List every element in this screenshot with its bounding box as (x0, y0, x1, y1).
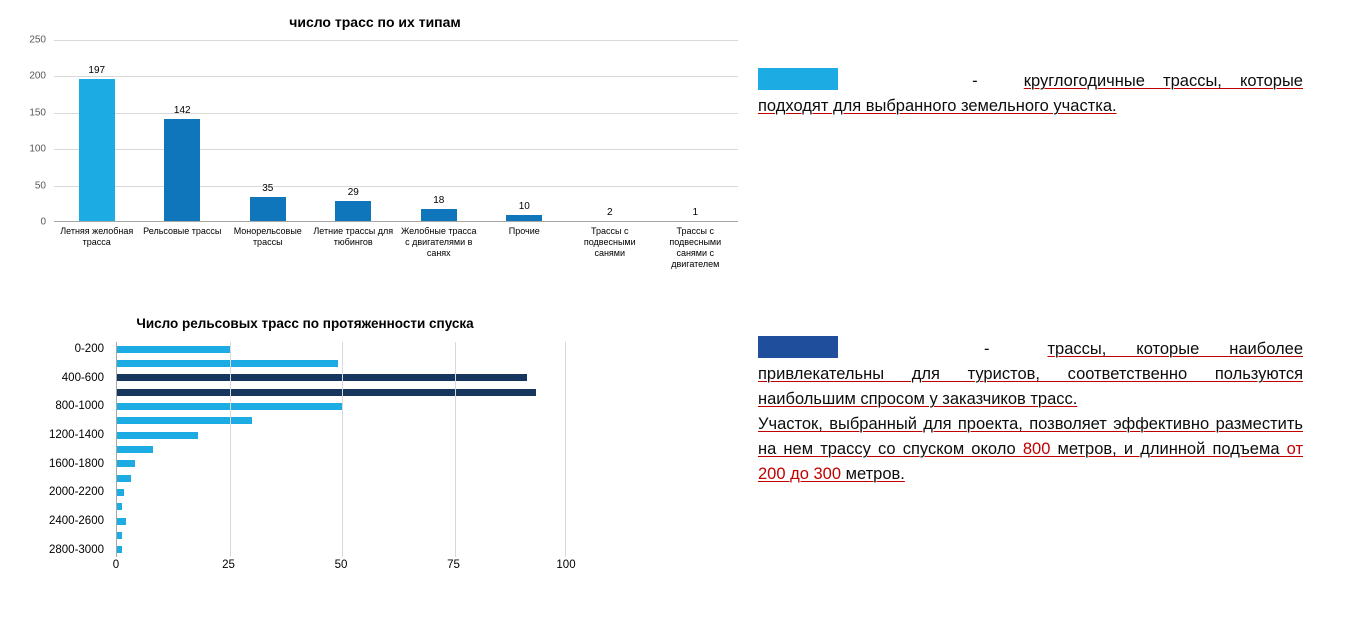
bar (117, 546, 122, 553)
bar-value-label: 35 (262, 182, 274, 194)
bar-row (117, 356, 565, 370)
bar (250, 197, 286, 222)
chart-rail-length (10, 316, 610, 606)
bar-column (653, 40, 739, 222)
y-axis-tick-label: 50 (34, 180, 46, 192)
legend-text-dark-number1: 800 (1022, 440, 1051, 458)
bar (117, 374, 527, 381)
bar-row (117, 471, 565, 485)
bar-column (396, 40, 482, 222)
x-axis-tick-label: 50 (334, 559, 348, 571)
bar (117, 503, 122, 510)
y-axis-category-label: 2800-3000 (49, 543, 104, 556)
bar-row (117, 485, 565, 499)
chart-trail-types-x-labels (54, 226, 738, 270)
bar-column (54, 40, 140, 222)
bar-row (117, 342, 565, 356)
legend-text-dark-line2-b: метров, и длинной подъема (1050, 440, 1287, 458)
bar-column (567, 40, 653, 222)
x-axis-tick-label: 25 (222, 559, 235, 571)
y-axis-tick-label: 100 (29, 143, 46, 155)
bar (79, 79, 115, 222)
bar-column (225, 40, 311, 222)
legend-dash-light: - (972, 72, 978, 90)
bar-row (117, 442, 565, 456)
y-axis-tick-label: 250 (29, 34, 46, 46)
legend-swatch-light-icon (758, 68, 838, 90)
bar-row (117, 457, 565, 471)
bar (117, 360, 338, 367)
bar (117, 532, 122, 539)
y-axis-spacer (10, 471, 110, 485)
legend-text-dark-line2-c: метров. (841, 465, 905, 483)
x-axis-category-label: Прочие (508, 226, 540, 236)
bar-row (117, 428, 565, 442)
y-axis-spacer (10, 414, 110, 428)
x-axis-tick-label: 100 (556, 559, 576, 571)
x-axis-tick-label: 0 (112, 559, 120, 571)
y-axis-category-label: 800-1000 (55, 400, 104, 413)
bar (117, 460, 135, 467)
gridline (455, 342, 456, 557)
bar (117, 489, 124, 496)
y-axis-category-label: 1600-1800 (49, 457, 104, 470)
bar-value-label: 2 (606, 206, 613, 218)
chart-trail-types (10, 14, 740, 284)
bar-value-label: 29 (347, 186, 359, 198)
bar-row (117, 514, 565, 528)
legend-text-light: круглогодичные трассы, которые подходят для выбранного земельного участка. (758, 72, 1303, 115)
x-axis-tick-label: 75 (447, 559, 460, 571)
bar-value-label: 10 (518, 200, 530, 212)
bar-column (311, 40, 397, 222)
y-axis-category-label: 2000-2200 (49, 486, 104, 499)
bar-row (117, 528, 565, 542)
legend-note-dark (758, 336, 1303, 487)
x-axis-category-label: Желобные трасса с двигателями в санях (400, 226, 477, 258)
legend-text-dark-line2-a: Участок, выбранный для проекта, позволяет эффективно разместить на нем трассу со спуском около (758, 415, 1303, 458)
bar-value-label: 1 (692, 207, 699, 219)
y-axis-category-label: 1200-1400 (49, 429, 104, 442)
bar (117, 417, 252, 424)
x-axis-category-label: Рельсовые трассы (143, 226, 222, 236)
bar (335, 201, 371, 222)
legend-swatch-dark-icon (758, 336, 838, 358)
bar-value-label: 18 (433, 194, 445, 206)
bar (117, 389, 536, 396)
bar (117, 475, 131, 482)
x-axis-category-label: Трассы с подвесными санями (583, 226, 636, 258)
legend-note-dark-text (758, 336, 1303, 412)
y-axis-category-label: 0-200 (74, 343, 104, 356)
y-axis-category-label: 400-600 (61, 371, 104, 384)
legend-note-light-text (758, 68, 1303, 119)
chart-rail-length-title: Число рельсовых трасс по протяженности спуска (136, 316, 474, 331)
chart-rail-length-y-labels (10, 342, 110, 557)
bar-row (117, 371, 565, 385)
bar-row (117, 414, 565, 428)
y-axis-tick-label: 200 (29, 70, 46, 82)
gridline (342, 342, 343, 557)
bar (117, 432, 198, 439)
x-axis-category-label: Летняя желобная трасса (60, 226, 134, 247)
x-axis-category-label: Монорельсовые трассы (233, 226, 302, 247)
legend-text-dark-number2: от 200 до 300 (758, 440, 1304, 483)
y-axis-spacer (10, 385, 110, 399)
y-axis-category-label: 2400-2600 (49, 515, 104, 528)
bar-value-label: 142 (173, 104, 191, 116)
bar-value-label: 197 (88, 64, 106, 76)
bar-row (117, 500, 565, 514)
bar (164, 119, 200, 222)
legend-text-dark-line1: трассы, которые наиболее привлекательны для туристов, соответственно пользуются наибольшим спросом у заказчиков трасс. (758, 340, 1303, 408)
chart-trail-types-y-axis (10, 34, 50, 228)
x-axis-category-label: Летние трассы для тюбингов (313, 226, 394, 247)
bar-column (140, 40, 226, 222)
bar (117, 346, 230, 353)
bar (117, 446, 153, 453)
y-axis-tick-label: 0 (40, 216, 46, 228)
bar-column (482, 40, 568, 222)
y-axis-spacer (10, 442, 110, 456)
x-axis-category-label: Трассы с подвесными санями с двигателем (669, 226, 722, 269)
bar-row (117, 543, 565, 557)
chart-trail-types-title: число трасс по их типам (289, 14, 461, 30)
gridline (230, 342, 231, 557)
bar (117, 518, 126, 525)
y-axis-spacer (10, 500, 110, 514)
axis-baseline (54, 221, 738, 222)
chart-trail-types-plot (54, 40, 738, 222)
legend-dash-dark: - (983, 340, 990, 358)
legend-note-light (758, 68, 1303, 119)
chart-rail-length-x-labels (112, 559, 576, 575)
y-axis-spacer (10, 528, 110, 542)
y-axis-tick-label: 150 (29, 107, 46, 119)
chart-rail-length-plot (116, 342, 566, 557)
bar-row (117, 399, 565, 413)
y-axis-spacer (10, 356, 110, 370)
legend-note-dark-paragraph2 (758, 412, 1303, 487)
bar-row (117, 385, 565, 399)
